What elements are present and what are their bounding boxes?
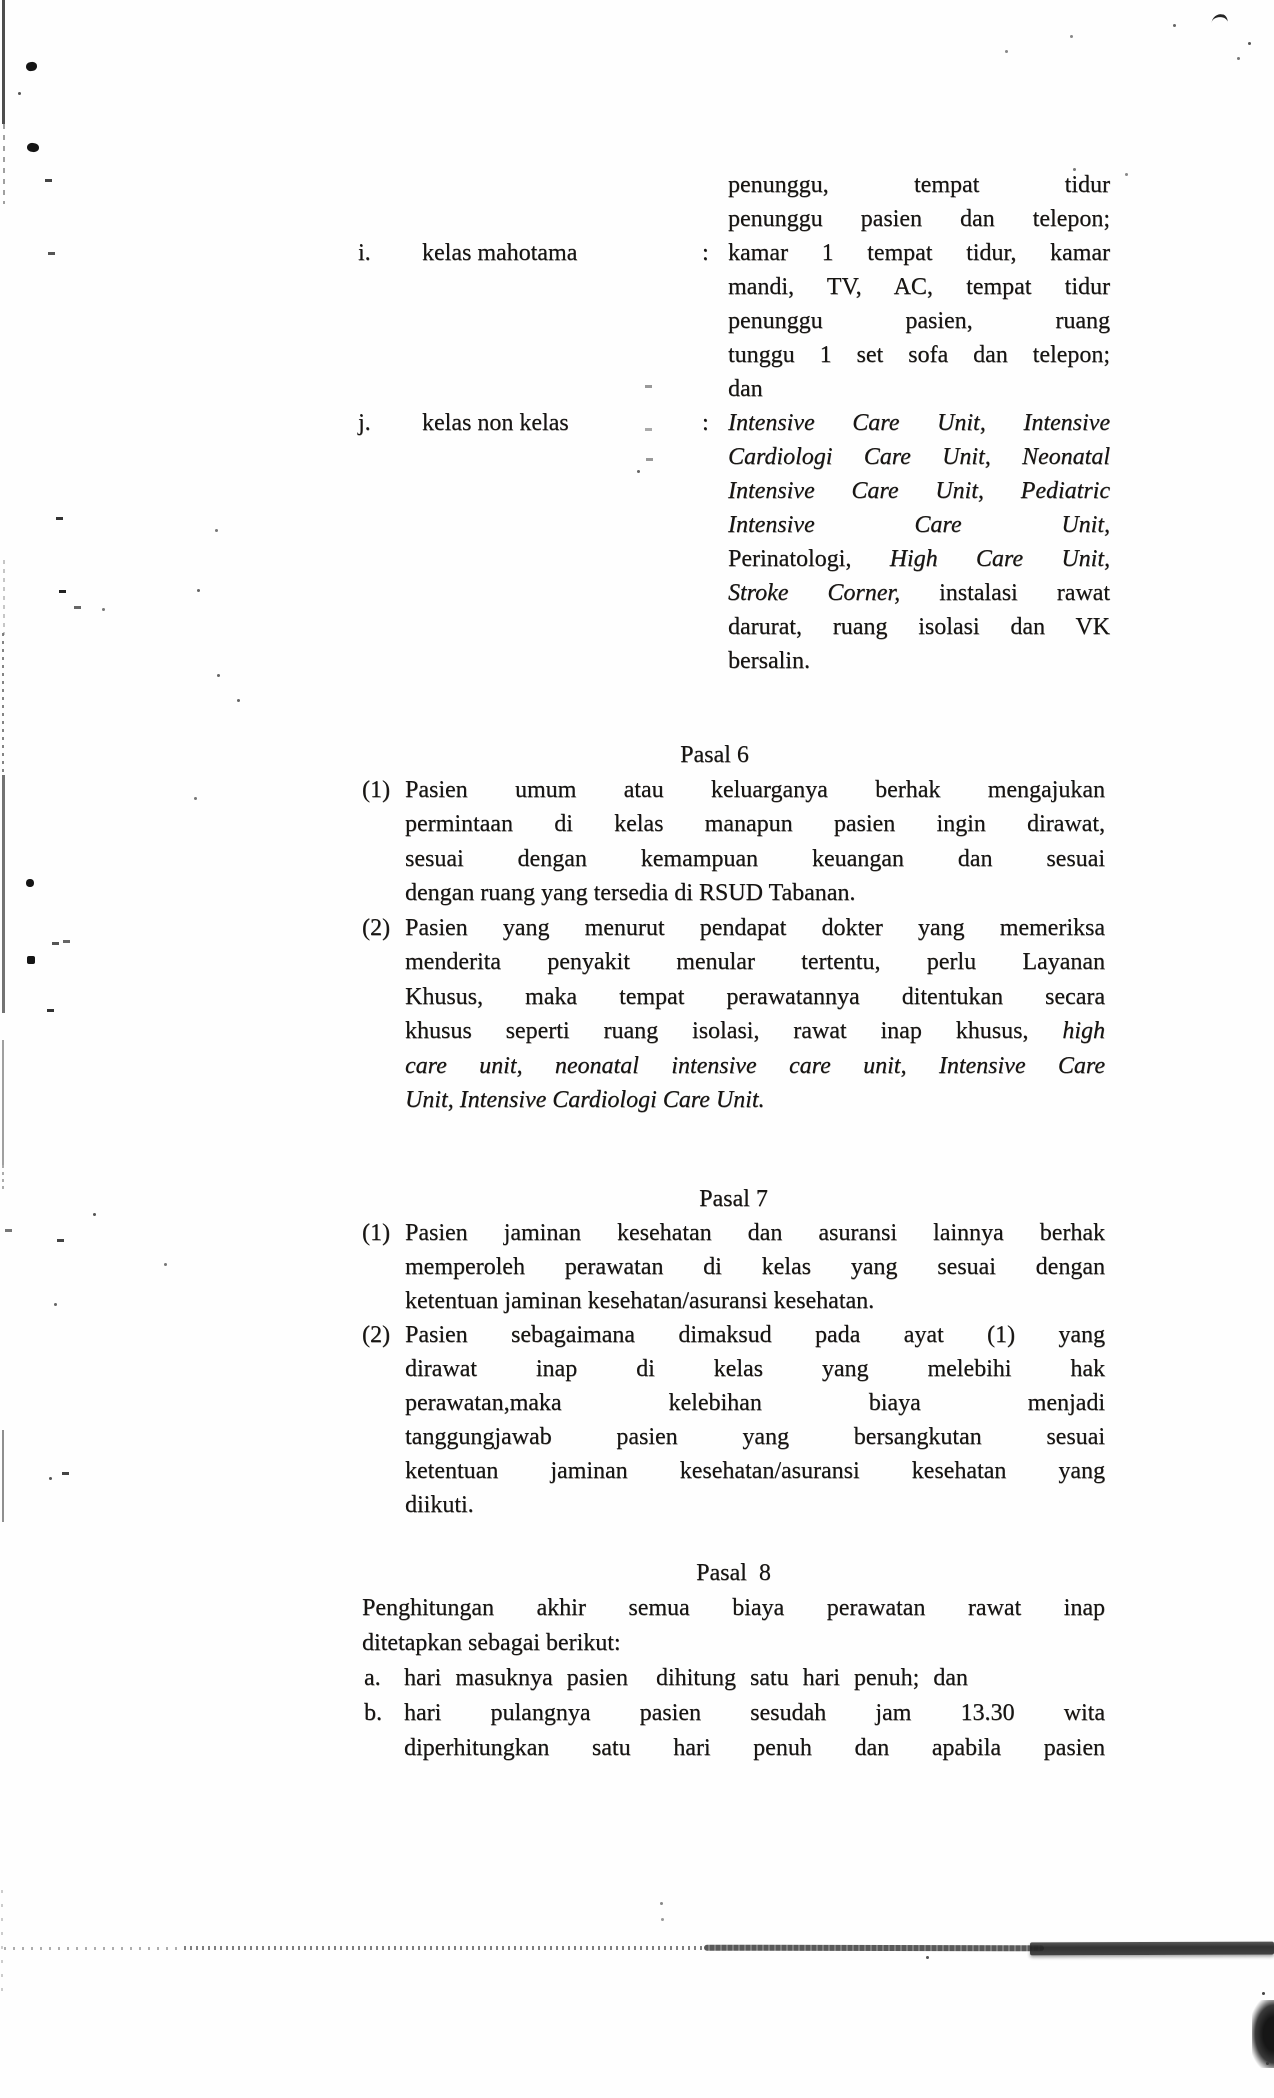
text-segment: dengan ruang yang tersedia di RSUD Tabanan.: [405, 880, 856, 906]
text-segment: instalasi rawat: [900, 580, 1111, 606]
list-colon: :: [702, 240, 709, 266]
pasal-8-intro: [362, 1591, 1105, 1661]
scan-bottom-dotted-line: [4, 1947, 184, 1950]
ayat-number: (1): [362, 776, 390, 803]
text-line: [728, 304, 1110, 338]
text-line: [405, 980, 1105, 1015]
text-line: [405, 1049, 1105, 1084]
ayat-number: (2): [362, 914, 390, 941]
pasal-6-heading: Pasal 6: [680, 742, 749, 768]
text-segment: hari masuknya pasien dihitung satu hari penuh; dan: [404, 1665, 968, 1691]
text-line: [405, 773, 1105, 808]
italic-text-segment: Stroke Corner,: [728, 580, 901, 606]
text-segment: Pasien sebagaimana dimaksud pada ayat (1) yang: [405, 1322, 1105, 1348]
text-line: [405, 945, 1105, 980]
text-line: [728, 576, 1110, 610]
text-line: [728, 440, 1110, 474]
kelas-list: [358, 168, 1110, 678]
text-line: [728, 236, 1110, 270]
text-line: [404, 1696, 1105, 1731]
scan-edge-line: [2, 1430, 4, 1522]
text-segment: khusus seperti ruang isolasi, rawat inap khusus,: [405, 1018, 1063, 1044]
text-segment: penunggu pasien dan telepon;: [728, 206, 1110, 232]
list-item-label: i.: [358, 240, 371, 266]
text-line: [728, 610, 1110, 644]
scan-edge-line: [1, 1890, 3, 2000]
pen-mark: [1211, 13, 1228, 25]
text-line: [405, 876, 1105, 911]
text-line: [728, 644, 1110, 678]
italic-text-segment: high: [1062, 1018, 1105, 1044]
text-segment: diikuti.: [405, 1492, 474, 1518]
text-line: [728, 474, 1110, 508]
text-line: [728, 406, 1110, 440]
italic-text-segment: care unit, neonatal intensive care unit, Intensive Care: [405, 1052, 1105, 1079]
text-line: [728, 270, 1110, 304]
text-line: [404, 1731, 1105, 1766]
text-segment: memperoleh perawatan di kelas yang sesuai dengan: [405, 1254, 1105, 1280]
ink-blob: [27, 956, 35, 964]
scan-noise-specks: [18, 92, 21, 95]
text-segment: dan: [728, 376, 763, 402]
text-segment: penunggu pasien, ruang: [728, 308, 1110, 334]
scan-edge-line: [2, 1165, 4, 1189]
text-line: [405, 1352, 1105, 1386]
scan-bottom-smear: [704, 1945, 1044, 1952]
text-segment: Pasien jaminan kesehatan dan asuransi lainnya berhak: [405, 1220, 1105, 1246]
italic-text-segment: Unit, Intensive Cardiologi Care Unit.: [405, 1087, 765, 1113]
text-line: [728, 508, 1110, 542]
scan-corner-blob: [1252, 2000, 1274, 2068]
scan-edge-line: [2, 775, 5, 1013]
text-line: [405, 1014, 1105, 1049]
scan-edge-line: [2, 0, 5, 124]
ayat-number: (2): [362, 1322, 390, 1348]
point-text: [404, 1661, 1105, 1696]
scan-noise-dashes: [45, 179, 52, 182]
scan-edge-line: [3, 560, 5, 635]
text-segment: dirawat inap di kelas yang melebihi hak: [405, 1356, 1105, 1382]
italic-text-segment: Intensive Care Unit, Pediatric: [728, 478, 1110, 504]
text-line: [405, 1420, 1105, 1454]
text-segment: Perinatologi,: [728, 546, 890, 572]
section-pasal-8: [362, 1556, 1105, 1766]
point-letter: a.: [364, 1665, 381, 1691]
text-line: [405, 1284, 1105, 1318]
pasal-8-point-a: [362, 1661, 1105, 1696]
pasal-8-point-b: [362, 1696, 1105, 1766]
text-segment: darurat, ruang isolasi dan VK: [728, 614, 1110, 640]
kelas-list-item-j: [358, 406, 1110, 678]
text-line: [405, 911, 1105, 946]
text-segment: Pasien umum atau keluarganya berhak mengajukan: [405, 776, 1105, 803]
pasal-7-ayat-1: [362, 1216, 1105, 1318]
pasal-7-heading: Pasal 7: [699, 1186, 768, 1212]
text-segment: hari pulangnya pasien sesudah jam 13.30 wita: [404, 1700, 1105, 1726]
text-line: [362, 1591, 1105, 1626]
text-segment: bersalin.: [728, 648, 810, 674]
kelas-list-continuation: [358, 168, 1110, 236]
text-line: [405, 1216, 1105, 1250]
pasal-7-ayat-2: [362, 1318, 1105, 1522]
pasal-8-heading: Pasal 8: [696, 1560, 771, 1586]
text-segment: Pasien yang menurut pendapat dokter yang memeriksa: [405, 914, 1105, 941]
kelas-list-item-i: [358, 236, 1110, 406]
italic-text-segment: Cardiologi Care Unit, Neonatal: [728, 444, 1110, 470]
scan-edge-line: [2, 633, 4, 775]
text-line: [405, 1488, 1105, 1522]
list-item-description: [728, 406, 1110, 678]
text-segment: ditetapkan sebagai berikut:: [362, 1630, 621, 1656]
ayat-text: [405, 1216, 1105, 1318]
text-line: [405, 807, 1105, 842]
text-line: [728, 168, 1110, 202]
section-pasal-6: [362, 738, 1105, 1118]
text-segment: menderita penyakit menular tertentu, perlu Layanan: [405, 949, 1105, 975]
section-pasal-7: [362, 1182, 1105, 1522]
ayat-text: [405, 773, 1105, 911]
text-line: [405, 1454, 1105, 1488]
text-segment: sesuai dengan kemampuan keuangan dan sesuai: [405, 845, 1105, 872]
scan-edge-line: [2, 1040, 4, 1165]
pasal-6-ayat-2: [362, 911, 1105, 1118]
list-item-term: kelas non kelas: [422, 410, 569, 436]
italic-text-segment: Intensive Care Unit, Intensive: [728, 410, 1110, 436]
list-item-term: kelas mahotama: [422, 240, 578, 266]
pasal-6-ayat-1: [362, 773, 1105, 911]
text-segment: Khusus, maka tempat perawatannya ditentukan secara: [405, 983, 1105, 1010]
text-line: [405, 842, 1105, 877]
text-line: [728, 202, 1110, 236]
text-segment: kamar 1 tempat tidur, kamar: [728, 240, 1110, 266]
ayat-number: (1): [362, 1220, 390, 1246]
text-segment: tanggungjawab pasien yang bersangkutan sesuai: [405, 1424, 1105, 1450]
text-line: [404, 1661, 1105, 1696]
ink-blob: [27, 142, 40, 152]
ink-blob: [26, 879, 34, 887]
text-segment: Penghitungan akhir semua biaya perawatan rawat inap: [362, 1595, 1105, 1621]
list-item-description: [728, 168, 1110, 236]
list-item-label: j.: [358, 410, 371, 436]
text-line: [405, 1386, 1105, 1420]
ayat-text: [405, 911, 1105, 1118]
scan-bottom-dotted-line: [184, 1946, 704, 1950]
point-text: [404, 1696, 1105, 1766]
text-segment: perawatan,maka kelebihan biaya menjadi: [405, 1390, 1105, 1416]
list-item-description: [728, 236, 1110, 406]
list-colon: :: [702, 410, 709, 436]
text-segment: ketentuan jaminan kesehatan/asuransi kesehatan.: [405, 1288, 875, 1314]
ayat-text: [405, 1318, 1105, 1522]
text-line: [405, 1250, 1105, 1284]
text-line: [362, 1626, 1105, 1661]
text-line: [405, 1318, 1105, 1352]
scan-edge-line: [3, 124, 5, 204]
text-segment: mandi, TV, AC, tempat tidur: [728, 274, 1110, 300]
text-line: [405, 1083, 1105, 1118]
italic-text-segment: High Care Unit,: [889, 546, 1110, 572]
text-line: [728, 372, 1110, 406]
ink-blob: [25, 61, 37, 71]
text-line: [728, 338, 1110, 372]
scan-bottom-smear: [1030, 1942, 1274, 1956]
text-segment: penunggu, tempat tidur: [728, 172, 1110, 198]
italic-text-segment: Intensive Care Unit,: [728, 512, 1110, 538]
text-line: [728, 542, 1110, 576]
point-letter: b.: [364, 1700, 382, 1726]
text-segment: diperhitungkan satu hari penuh dan apabila pasien: [404, 1735, 1105, 1761]
text-segment: permintaan di kelas manapun pasien ingin dirawat,: [405, 811, 1105, 837]
text-segment: tunggu 1 set sofa dan telepon;: [728, 342, 1110, 368]
text-segment: ketentuan jaminan kesehatan/asuransi kesehatan yang: [405, 1458, 1105, 1484]
